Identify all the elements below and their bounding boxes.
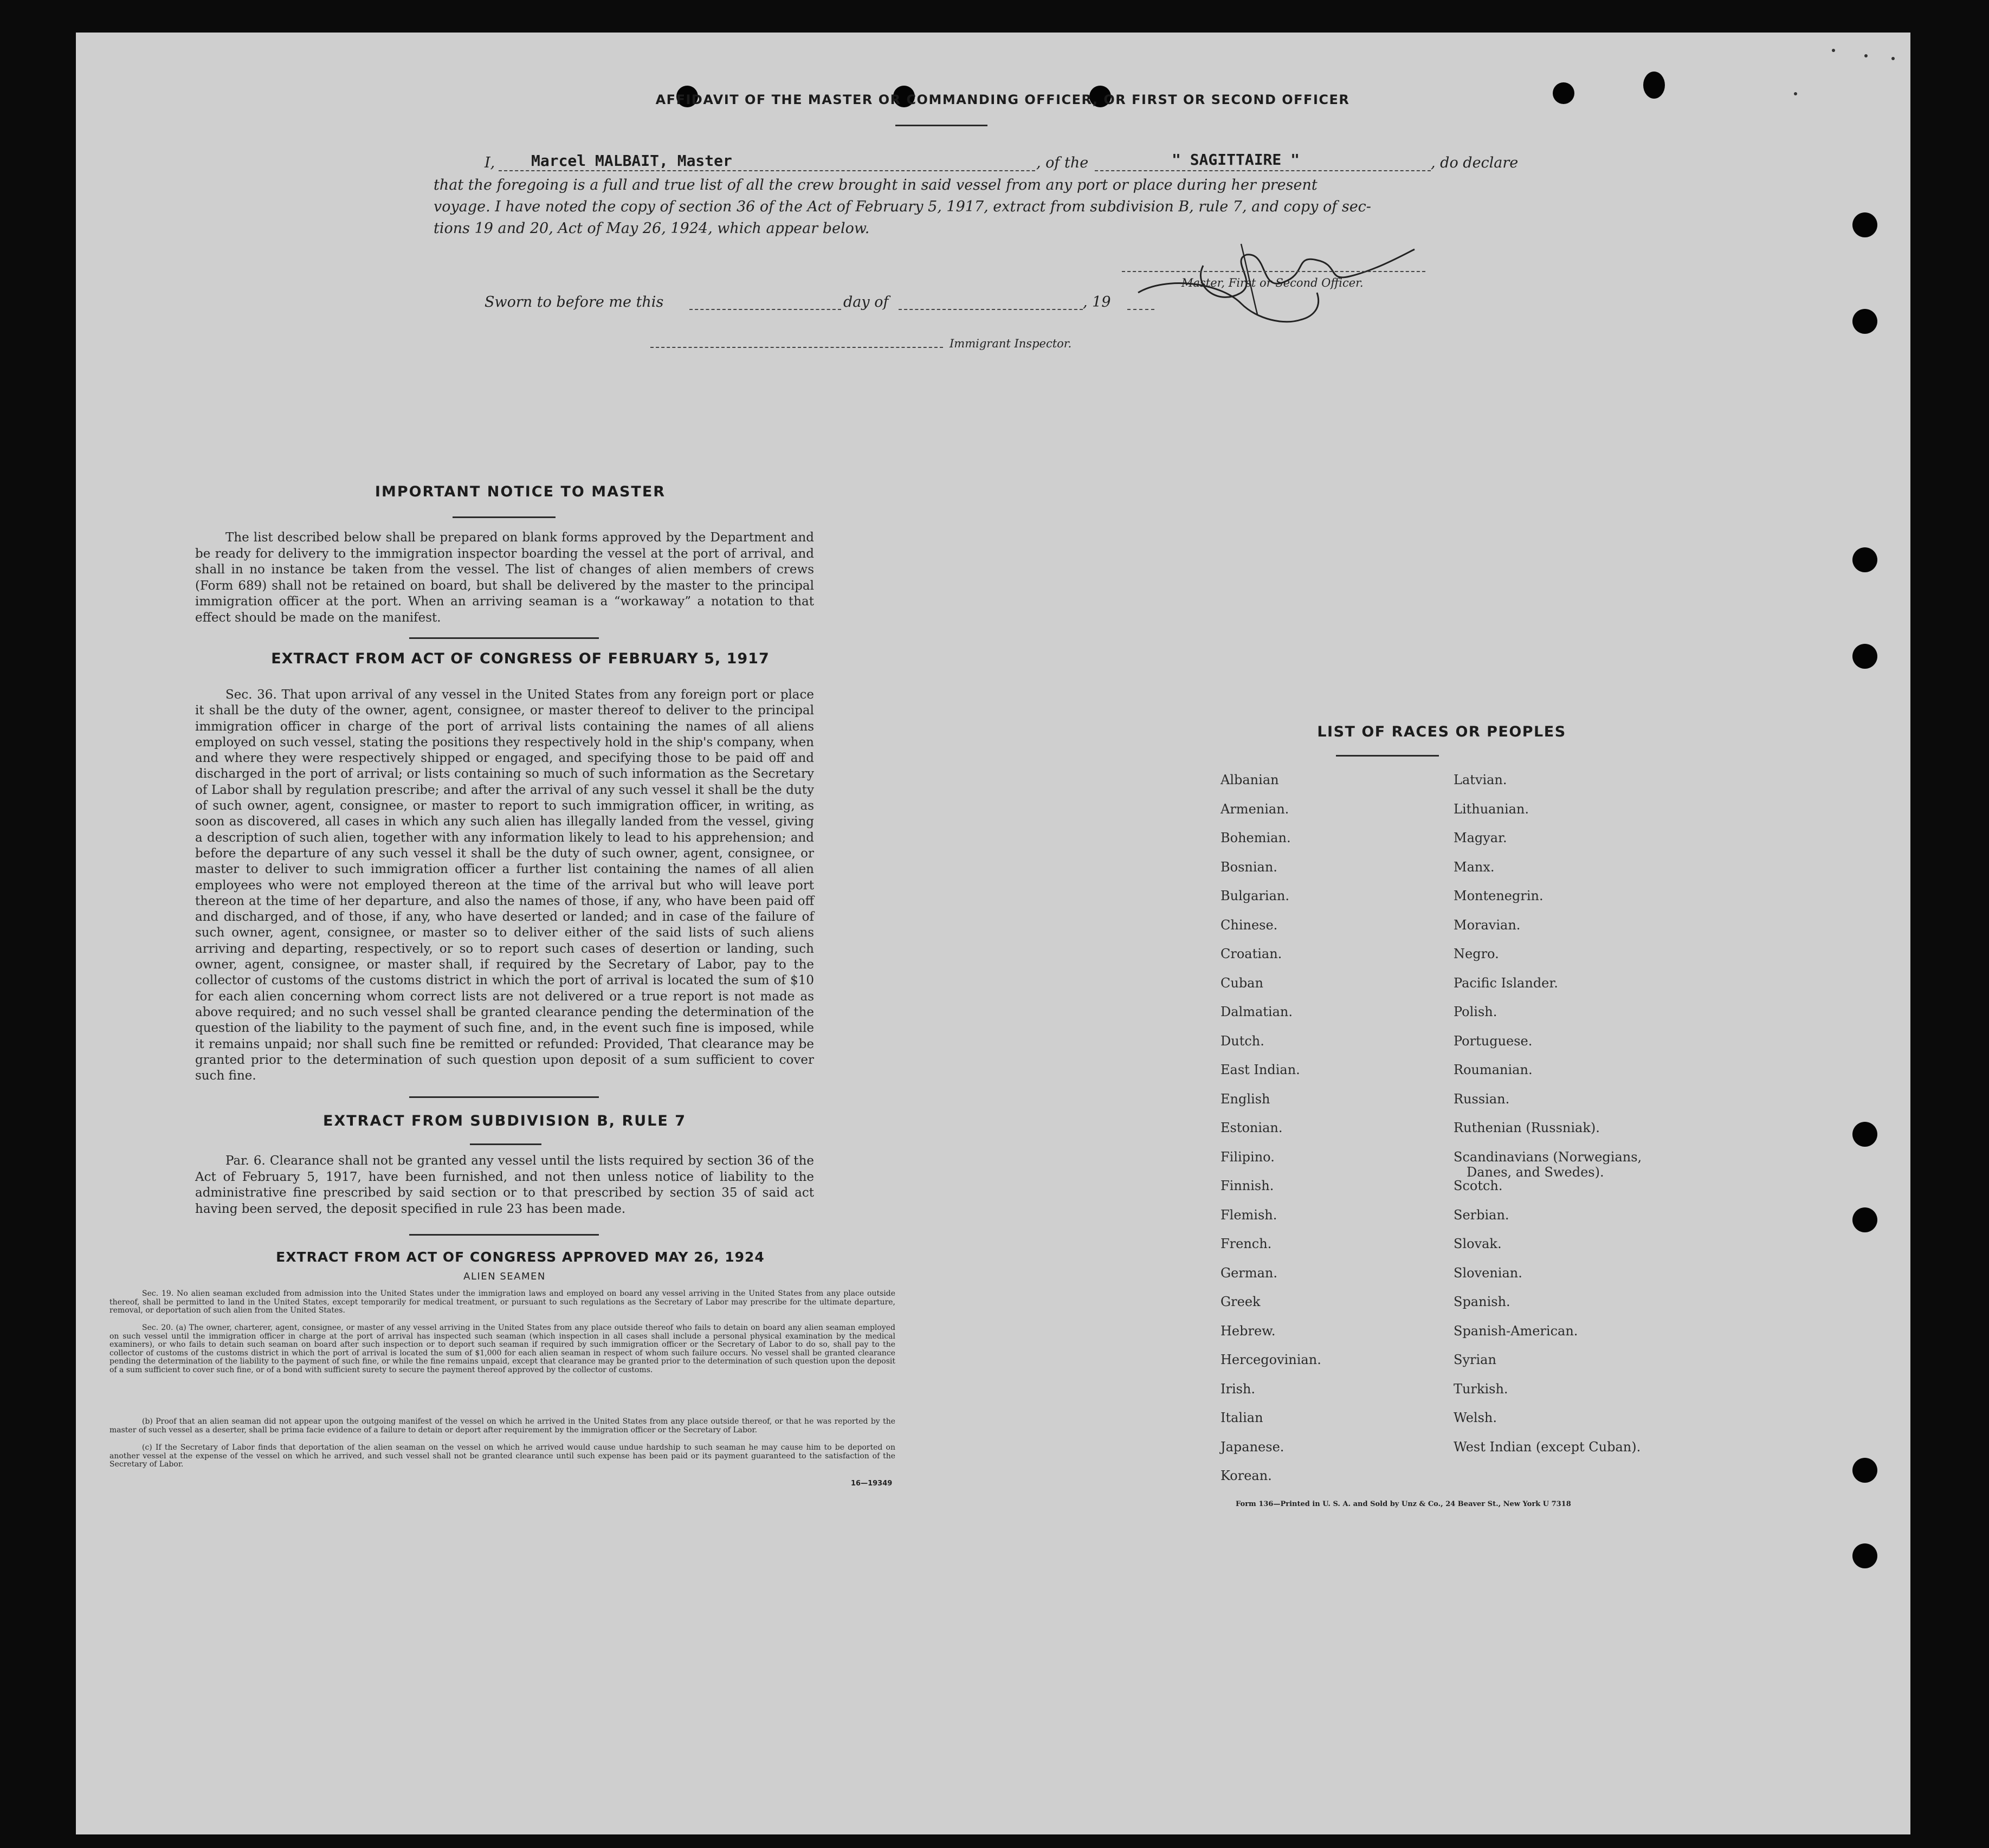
affidavit-i-label: I, <box>485 154 495 171</box>
race-item: Croatian. <box>1220 946 1282 961</box>
race-item: Bulgarian. <box>1220 888 1289 903</box>
declaration-line-1: that the foregoing is a full and true list of all the crew brought in said vessel from any port or place during her present <box>434 177 1318 193</box>
race-item: Magyar. <box>1454 830 1507 845</box>
race-item: Welsh. <box>1454 1410 1497 1425</box>
extract-1924-title: EXTRACT FROM ACT OF CONGRESS APPROVED MAY 26, 1924 <box>276 1249 765 1265</box>
race-item: Hercegovinian. <box>1220 1352 1321 1367</box>
rule7-underline <box>470 1143 541 1145</box>
punch-hole <box>1852 309 1877 334</box>
race-item: Spanish-American. <box>1454 1323 1578 1339</box>
race-item: Cuban <box>1220 975 1263 991</box>
sworn-label: Sworn to before me this <box>485 294 664 311</box>
race-item: Ruthenian (Russniak). <box>1454 1120 1600 1135</box>
extract-1917-body: Sec. 36. That upon arrival of any vessel in the United States from any foreign port or place it shall be the duty of the owner, agent, consignee, or master thereof to deliver to the principal immigration officer in charge of the port of arrival lists containing the names of all aliens employed on such vessel, stating the positions they respectively hold in the ship's company, when and where they were respectively shipped or engaged, and specifying those to be paid off and discharged in the port of arrival; or lists containing so much of such information as the Secretary of Labor shall by regulation prescribe; and after the arrival of any such vessel it shall be the duty of such owner, agent, consignee, or master to report to such immigration officer, in writing, as soon as discovered, all cases in which any such alien has illegally landed from the vessel, giving a description of such alien, together with any information likely to lead to his apprehension; and before the departure of any such vessel it shall be the duty of such owner, agent, consignee, or master to deliver to such immigration officer a further list containing the names of all alien employees who were not employed thereon at the time of the arrival but who will leave port thereon at the time of her departure, and also the names of those, if any, who have been paid off and discharged, and of those, if any, who have deserted or landed; and in case of the failure of such owner, agent, consignee, or master so to deliver either of the said lists of such aliens arriving and departing, respectively, or so to report such cases of desertion or landing, such owner, agent, consignee, or master shall, if required by the Secretary of Labor, pay to the collector of customs of the customs district in which the port of arrival is located the sum of $10 for each alien concerning whom correct lists are not delivered or a true report is not made as above required; and no such vessel shall be granted clearance pending the determination of the question of the liability to the payment of such fine, and, in the event such fine is imposed, while it remains unpaid; nor shall such fine be remitted or refunded: Provided, That clearance may be granted prior to the determination of such question upon deposit of a sum sufficient to cover such fine. <box>195 688 814 1083</box>
race-item: Slovak. <box>1454 1236 1502 1251</box>
declaration-line-3: tions 19 and 20, Act of May 26, 1924, which appear below. <box>434 220 870 237</box>
blank-line-sworn-year <box>1127 309 1154 310</box>
race-item: Bohemian. <box>1220 830 1291 845</box>
race-item: Albanian <box>1220 772 1279 787</box>
race-item: Polish. <box>1454 1004 1497 1019</box>
race-item: French. <box>1220 1236 1272 1251</box>
extract-rule7-title: EXTRACT FROM SUBDIVISION B, RULE 7 <box>322 1113 687 1129</box>
notice-title: IMPORTANT NOTICE TO MASTER <box>374 483 666 500</box>
race-item: Japanese. <box>1220 1439 1284 1455</box>
race-item: Montenegrin. <box>1454 888 1544 903</box>
notice-body: The list described below shall be prepared on blank forms approved by the Department and be ready for delivery to the immigration inspector boarding the vessel at the port of arrival, and shall in no instance be taken from the vessel. The list of changes of alien members of crews (Form 689) shall not be retained on board, but shall be delivered by the master to the principal immigration officer at the port. When an arriving seaman is a “workaway” a notation to that effect should be made on the manifest. <box>195 531 814 625</box>
race-item: Serbian. <box>1454 1207 1509 1223</box>
document-page <box>76 33 1910 1834</box>
race-item: Korean. <box>1220 1468 1272 1483</box>
race-item: Irish. <box>1220 1381 1256 1397</box>
title-underline <box>895 125 987 126</box>
extract-rule7-body: Par. 6. Clearance shall not be granted any vessel until the lists required by section 36 of the Act of February 5, 1917, have been furnished, and not then unless notice of liability to the administrative fine prescribed by said section or to that prescribed by section 35 of said act having been served, the deposit specified in rule 23 has been made. <box>195 1154 814 1216</box>
blank-line-sworn-date <box>689 309 841 310</box>
speck <box>1891 57 1895 60</box>
race-item: Negro. <box>1454 946 1499 961</box>
sec-20a: Sec. 20. (a) The owner, charterer, agent, consignee, or master of any vessel arriving in the United States from any place outside thereof who fails to detain on board any alien seaman employed on such vessel until the immigration officer in charge at the port of arrival has inspected such seaman (which inspection in all cases shall include a personal physical examination by the medical examiners), or who fails to detain such seaman on board after such inspection or to deport such seaman if required by such immigration officer or the Secretary of Labor to do so, shall pay to the collector of customs of the customs district in which the port of arrival is located the sum of $1,000 for each alien seaman in respect of whom such failure occurs. No vessel shall be granted clearance pending the determination of the liability to the payment of such fine, or while the fine remains unpaid, except that clearance may be granted prior to the determination of such question upon the deposit of a sum sufficient to cover such fine, or of a bond with sufficient surety to secure the payment thereof approved by the collector of customs. <box>109 1323 895 1374</box>
races-title: LIST OF RACES OR PEOPLES <box>1317 723 1566 740</box>
speck <box>1794 92 1797 95</box>
punch-hole <box>1852 1543 1877 1568</box>
form-code: 16—19349 <box>851 1479 893 1488</box>
extract-1917-title: EXTRACT FROM ACT OF CONGRESS OF FEBRUARY 5, 1917 <box>271 650 770 667</box>
race-item: Russian. <box>1454 1091 1510 1107</box>
race-item: Syrian <box>1454 1352 1496 1367</box>
race-item: Manx. <box>1454 859 1495 875</box>
races-underline <box>1336 755 1439 757</box>
race-item: Scandinavians (Norwegians, <box>1454 1149 1642 1165</box>
section-divider <box>409 1234 599 1236</box>
sec-19: Sec. 19. No alien seaman excluded from admission into the United States under the immigration laws and employed on board any vessel arriving in the United States from any place outside thereof, shall be permitted to land in the United States, except temporarily for medical treatment, or pursuant to such regulations as the Secretary of Labor may prescribe for the ultimate departure, removal, or deportation of such alien from the United States. <box>109 1289 895 1315</box>
blank-line-name <box>499 170 1035 171</box>
blank-line-inspector <box>650 347 943 348</box>
punch-hole <box>1553 82 1574 104</box>
signature-line <box>1122 271 1425 272</box>
punch-hole <box>1852 1458 1877 1483</box>
race-item: Bosnian. <box>1220 859 1277 875</box>
master-name: Marcel MALBAIT, Master <box>531 152 732 170</box>
race-item: Finnish. <box>1220 1178 1274 1193</box>
race-item: Danes, and Swedes). <box>1467 1164 1604 1180</box>
race-item: Armenian. <box>1220 801 1289 817</box>
blank-line-vessel <box>1095 170 1431 171</box>
race-item: Filipino. <box>1220 1149 1275 1165</box>
signature-caption: Master, First or Second Officer. <box>1181 276 1364 289</box>
sec-20c: (c) If the Secretary of Labor finds that deportation of the alien seaman on the vessel on which he arrived would cause undue hardship to such seaman he may cause him to be deported on another vessel at the expense of the vessel on which he arrived, and such vessel shall not be granted clearance until such expense has been paid or its payment guaranteed to the satisfaction of the Secretary of Labor. <box>109 1443 895 1469</box>
race-item: West Indian (except Cuban). <box>1454 1439 1641 1455</box>
race-item: Scotch. <box>1454 1178 1503 1193</box>
race-item: Italian <box>1220 1410 1263 1425</box>
printer-footer: Form 136—Printed in U. S. A. and Sold by Unz & Co., 24 Beaver St., New York U 7318 <box>1236 1500 1571 1508</box>
section-divider <box>409 637 599 639</box>
race-item: Roumanian. <box>1454 1062 1533 1077</box>
speck <box>1832 49 1835 52</box>
punch-hole <box>1852 1207 1877 1232</box>
race-item: Slovenian. <box>1454 1265 1522 1281</box>
race-item: English <box>1220 1091 1270 1107</box>
race-item: Latvian. <box>1454 772 1507 787</box>
year-label: , 19 <box>1083 294 1111 311</box>
vessel-name: " SAGITTAIRE " <box>1171 151 1300 169</box>
race-item: German. <box>1220 1265 1277 1281</box>
race-item: Greek <box>1220 1294 1261 1309</box>
race-item: Hebrew. <box>1220 1323 1276 1339</box>
punch-hole <box>1852 1122 1877 1147</box>
speck <box>1864 54 1868 57</box>
blank-line-sworn-month <box>899 309 1083 310</box>
race-item: Flemish. <box>1220 1207 1277 1223</box>
race-item: Dalmatian. <box>1220 1004 1293 1019</box>
section-divider <box>409 1096 599 1098</box>
race-item: Chinese. <box>1220 917 1278 933</box>
declaration-line-2: voyage. I have noted the copy of section 36 of the Act of February 5, 1917, extract from subdivision B, rule 7, and copy of sec- <box>434 198 1371 215</box>
race-item: Lithuanian. <box>1454 801 1529 817</box>
punch-hole <box>1852 547 1877 572</box>
race-item: Spanish. <box>1454 1294 1510 1309</box>
race-item: Pacific Islander. <box>1454 975 1558 991</box>
race-item: Turkish. <box>1454 1381 1508 1397</box>
race-item: Moravian. <box>1454 917 1521 933</box>
of-the-label: , of the <box>1036 154 1089 171</box>
punch-hole <box>1852 212 1877 237</box>
do-declare-label: , do declare <box>1431 154 1519 171</box>
race-item: Estonian. <box>1220 1120 1283 1135</box>
race-item: Portuguese. <box>1454 1033 1533 1049</box>
race-item: Dutch. <box>1220 1033 1264 1049</box>
punch-hole <box>1643 72 1665 99</box>
inspector-caption: Immigrant Inspector. <box>950 337 1072 350</box>
punch-hole <box>1852 644 1877 669</box>
sec-20b: (b) Proof that an alien seaman did not appear upon the outgoing manifest of the vessel on which he arrived in the United States from any place outside thereof, or that he was reported by the master of such vessel as a deserter, shall be prima facie evidence of a failure to detain or deport after requirement by the immigration officer or the Secretary of Labor. <box>109 1417 895 1435</box>
day-of-label: day of <box>843 294 889 311</box>
affidavit-title: AFFIDAVIT OF THE MASTER OR COMMANDING OFFICER, OR FIRST OR SECOND OFFICER <box>655 92 1350 107</box>
race-item: East Indian. <box>1220 1062 1300 1077</box>
extract-1924-subtitle: ALIEN SEAMEN <box>463 1271 546 1282</box>
notice-underline <box>453 516 556 518</box>
